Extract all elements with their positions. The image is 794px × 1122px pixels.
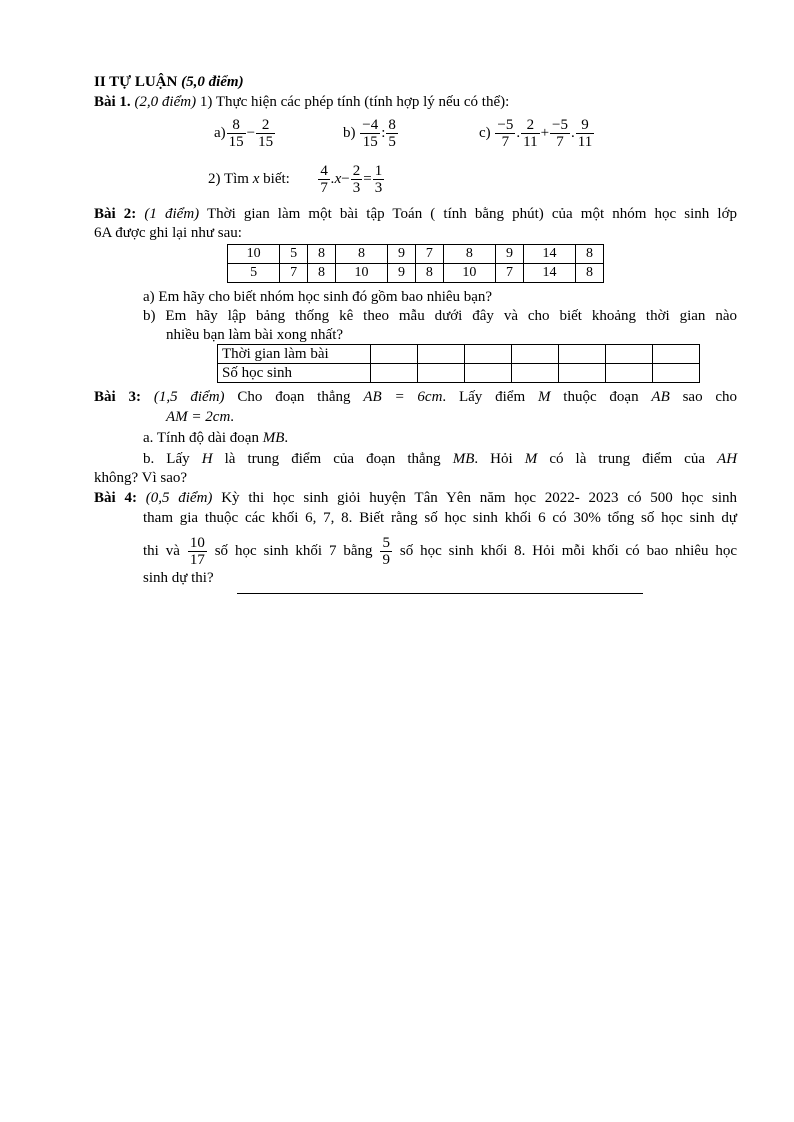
table-row [228,245,604,264]
bai4-text: số học sinh khối 8. Hỏi mỗi khối có bao nhiêu học [399,542,738,559]
table-row [218,364,700,383]
fraction: $\frac{-5}{7}$ [552,117,569,150]
stat-table [217,344,700,383]
math-h: H [201,451,213,467]
fraction: $\frac{1}{3}$ [374,163,383,196]
bai2-question-b1: b) Em hãy lập bảng thống kê theo mẫu dưới đây và cho biết khoảng thời gian nào [143,308,737,324]
bai2-points: (1 điểm) [144,206,200,222]
fraction: $\frac{2}{15}$ [258,117,274,150]
math-m: M [537,389,551,405]
table-cell: 8 [576,264,604,283]
bai3-text: thuộc đoạn [563,389,639,405]
table-cell: 7 [415,245,443,264]
table-cell [653,345,700,364]
data-table [227,244,604,283]
row-header: Thời gian làm bài [218,345,371,364]
table-cell [512,364,559,383]
bai2-line1 [94,206,737,223]
math-mb: MB [452,451,475,467]
math-am: AM = 2cm [166,409,231,425]
table-cell: 14 [523,245,575,264]
table-cell: 8 [443,245,495,264]
math-ah: AH [717,451,738,467]
table-cell [606,364,653,383]
bai3-text: là trung điểm của đoạn thẳng [224,451,441,467]
fraction: $\frac{9}{11}$ [577,117,593,150]
bai3-points: (1,5 điểm) [153,389,225,405]
table-cell: 10 [335,264,387,283]
fraction: $\frac{-5}{7}$ [497,117,514,150]
bai3-line1 [94,389,737,406]
fraction: $\frac{8}{5}$ [388,117,396,150]
table-cell: 8 [415,264,443,283]
var-x: x [252,170,260,187]
bai1-part1: 1) Thực hiện các phép tính (tính hợp lý nếu có thể): [199,94,510,110]
bai4-text: thi và [143,542,180,559]
math-ab: AB = 6cm [363,389,443,405]
bai4-line4: sinh dự thi? [143,570,214,586]
fraction: $\frac{-4}{15}$ [362,117,379,150]
bai4-text: số học sinh khối 7 bằng [214,542,373,559]
table-cell [418,345,465,364]
table-cell: 10 [228,245,280,264]
bai1-heading [94,94,509,111]
table-cell: 10 [443,264,495,283]
bai3-text: sao cho [682,389,738,405]
row-header: Số học sinh [218,364,371,383]
bai3-text: . Lấy điểm [442,389,526,405]
bai2-label: Bài 2: [94,206,137,222]
bai4-points: (0,5 điểm) [145,490,213,506]
bai1-points: (2,0 điểm) [134,94,197,110]
bai3-b [143,451,737,468]
section-points: (5,0 điểm) [181,74,244,90]
table-cell [512,345,559,364]
item-label: a) [214,124,226,141]
fraction: $\frac{5}{9}$ [382,535,390,568]
table-cell: 8 [308,245,336,264]
table-cell: 7 [496,264,524,283]
math-m: M [524,451,538,467]
bai1-part2: 2) Tìm x biết: $\frac{4}{7}$ .x− $\frac{2}{3}$ = $\frac{1}{3}$ [208,163,383,196]
fraction: $\frac{2}{3}$ [352,163,361,196]
table-cell: 9 [388,245,416,264]
bai1-item-c: c) $\frac{-5}{7}$ . $\frac{2}{11}$ + $\frac{-5}{7}$ . $\frac{9}{11}$ [479,117,593,150]
fraction: $\frac{10}{17}$ [189,535,205,568]
math-mb: MB [262,430,285,446]
operator: : [381,124,386,141]
bai1-item-a [214,117,276,150]
item-label: b) [343,124,356,141]
bai2-question-a: a) Em hãy cho biết nhóm học sinh đó gồm bao nhiêu bạn? [143,289,493,305]
bai3-label: Bài 3: [94,389,141,405]
bai4-label: Bài 4: [94,490,137,506]
fraction: $\frac{2}{11}$ [523,117,538,150]
bai4-line1 [94,490,737,507]
table-cell [371,364,418,383]
section-header [94,74,244,91]
bai3-text: Cho đoạn thẳng [237,389,351,405]
bai2-line2: 6A được ghi lại như sau: [94,225,242,241]
bai2-text1: Thời gian làm một bài tập Toán ( tính bằng phút) của một nhóm học sinh lớp [207,206,737,222]
item-label: c) [479,124,491,141]
table-cell [465,364,512,383]
fraction: $\frac{4}{7}$ [320,163,328,196]
bai4-line3 [143,535,737,568]
table-cell [606,345,653,364]
math-ab: AB [651,389,670,405]
bai3-text: . Hỏi [474,451,513,467]
operator: − [246,124,256,141]
table-cell: 5 [228,264,280,283]
bai4-text: Kỳ thi học sinh giỏi huyện Tân Yên năm học 2022- 2023 có 500 học sinh [221,490,738,506]
bai3-a: a. Tính độ dài đoạn MB. [143,430,289,446]
table-cell: 14 [523,264,575,283]
bai3-text: a. Tính độ dài đoạn [143,430,259,446]
end-rule [237,593,643,594]
bai2-question-b2: nhiều bạn làm bài xong nhất? [166,327,344,343]
bai1-label: Bài 1. [94,94,131,110]
section-title: II TỰ LUẬN [94,74,178,90]
table-cell: 8 [576,245,604,264]
bai3-line2: AM = 2cm. [166,409,235,425]
table-cell [465,345,512,364]
table-row [228,264,604,283]
bai1-item-b [343,117,399,150]
table-cell: 8 [308,264,336,283]
table-cell [371,345,418,364]
table-cell: 7 [280,264,308,283]
fraction: $\frac{8}{15}$ [228,117,244,150]
bai3-text: b. Lấy [143,451,190,467]
table-cell: 9 [496,245,524,264]
table-cell [559,364,606,383]
table-cell: 9 [388,264,416,283]
table-cell: 8 [335,245,387,264]
table-cell: 5 [280,245,308,264]
table-row [218,345,700,364]
bai3-text: có là trung điểm của [549,451,705,467]
part2-label: 2) Tìm [208,170,249,187]
table-cell [418,364,465,383]
table-cell [653,364,700,383]
part2-label2: biết: [263,170,290,187]
bai4-line2: tham gia thuộc các khối 6, 7, 8. Biết rằng số học sinh khối 6 có 30% tổng số học sinh dự [143,510,737,526]
bai3-b-end: không? Vì sao? [94,470,188,486]
table-cell [559,345,606,364]
operator: + [540,124,550,141]
